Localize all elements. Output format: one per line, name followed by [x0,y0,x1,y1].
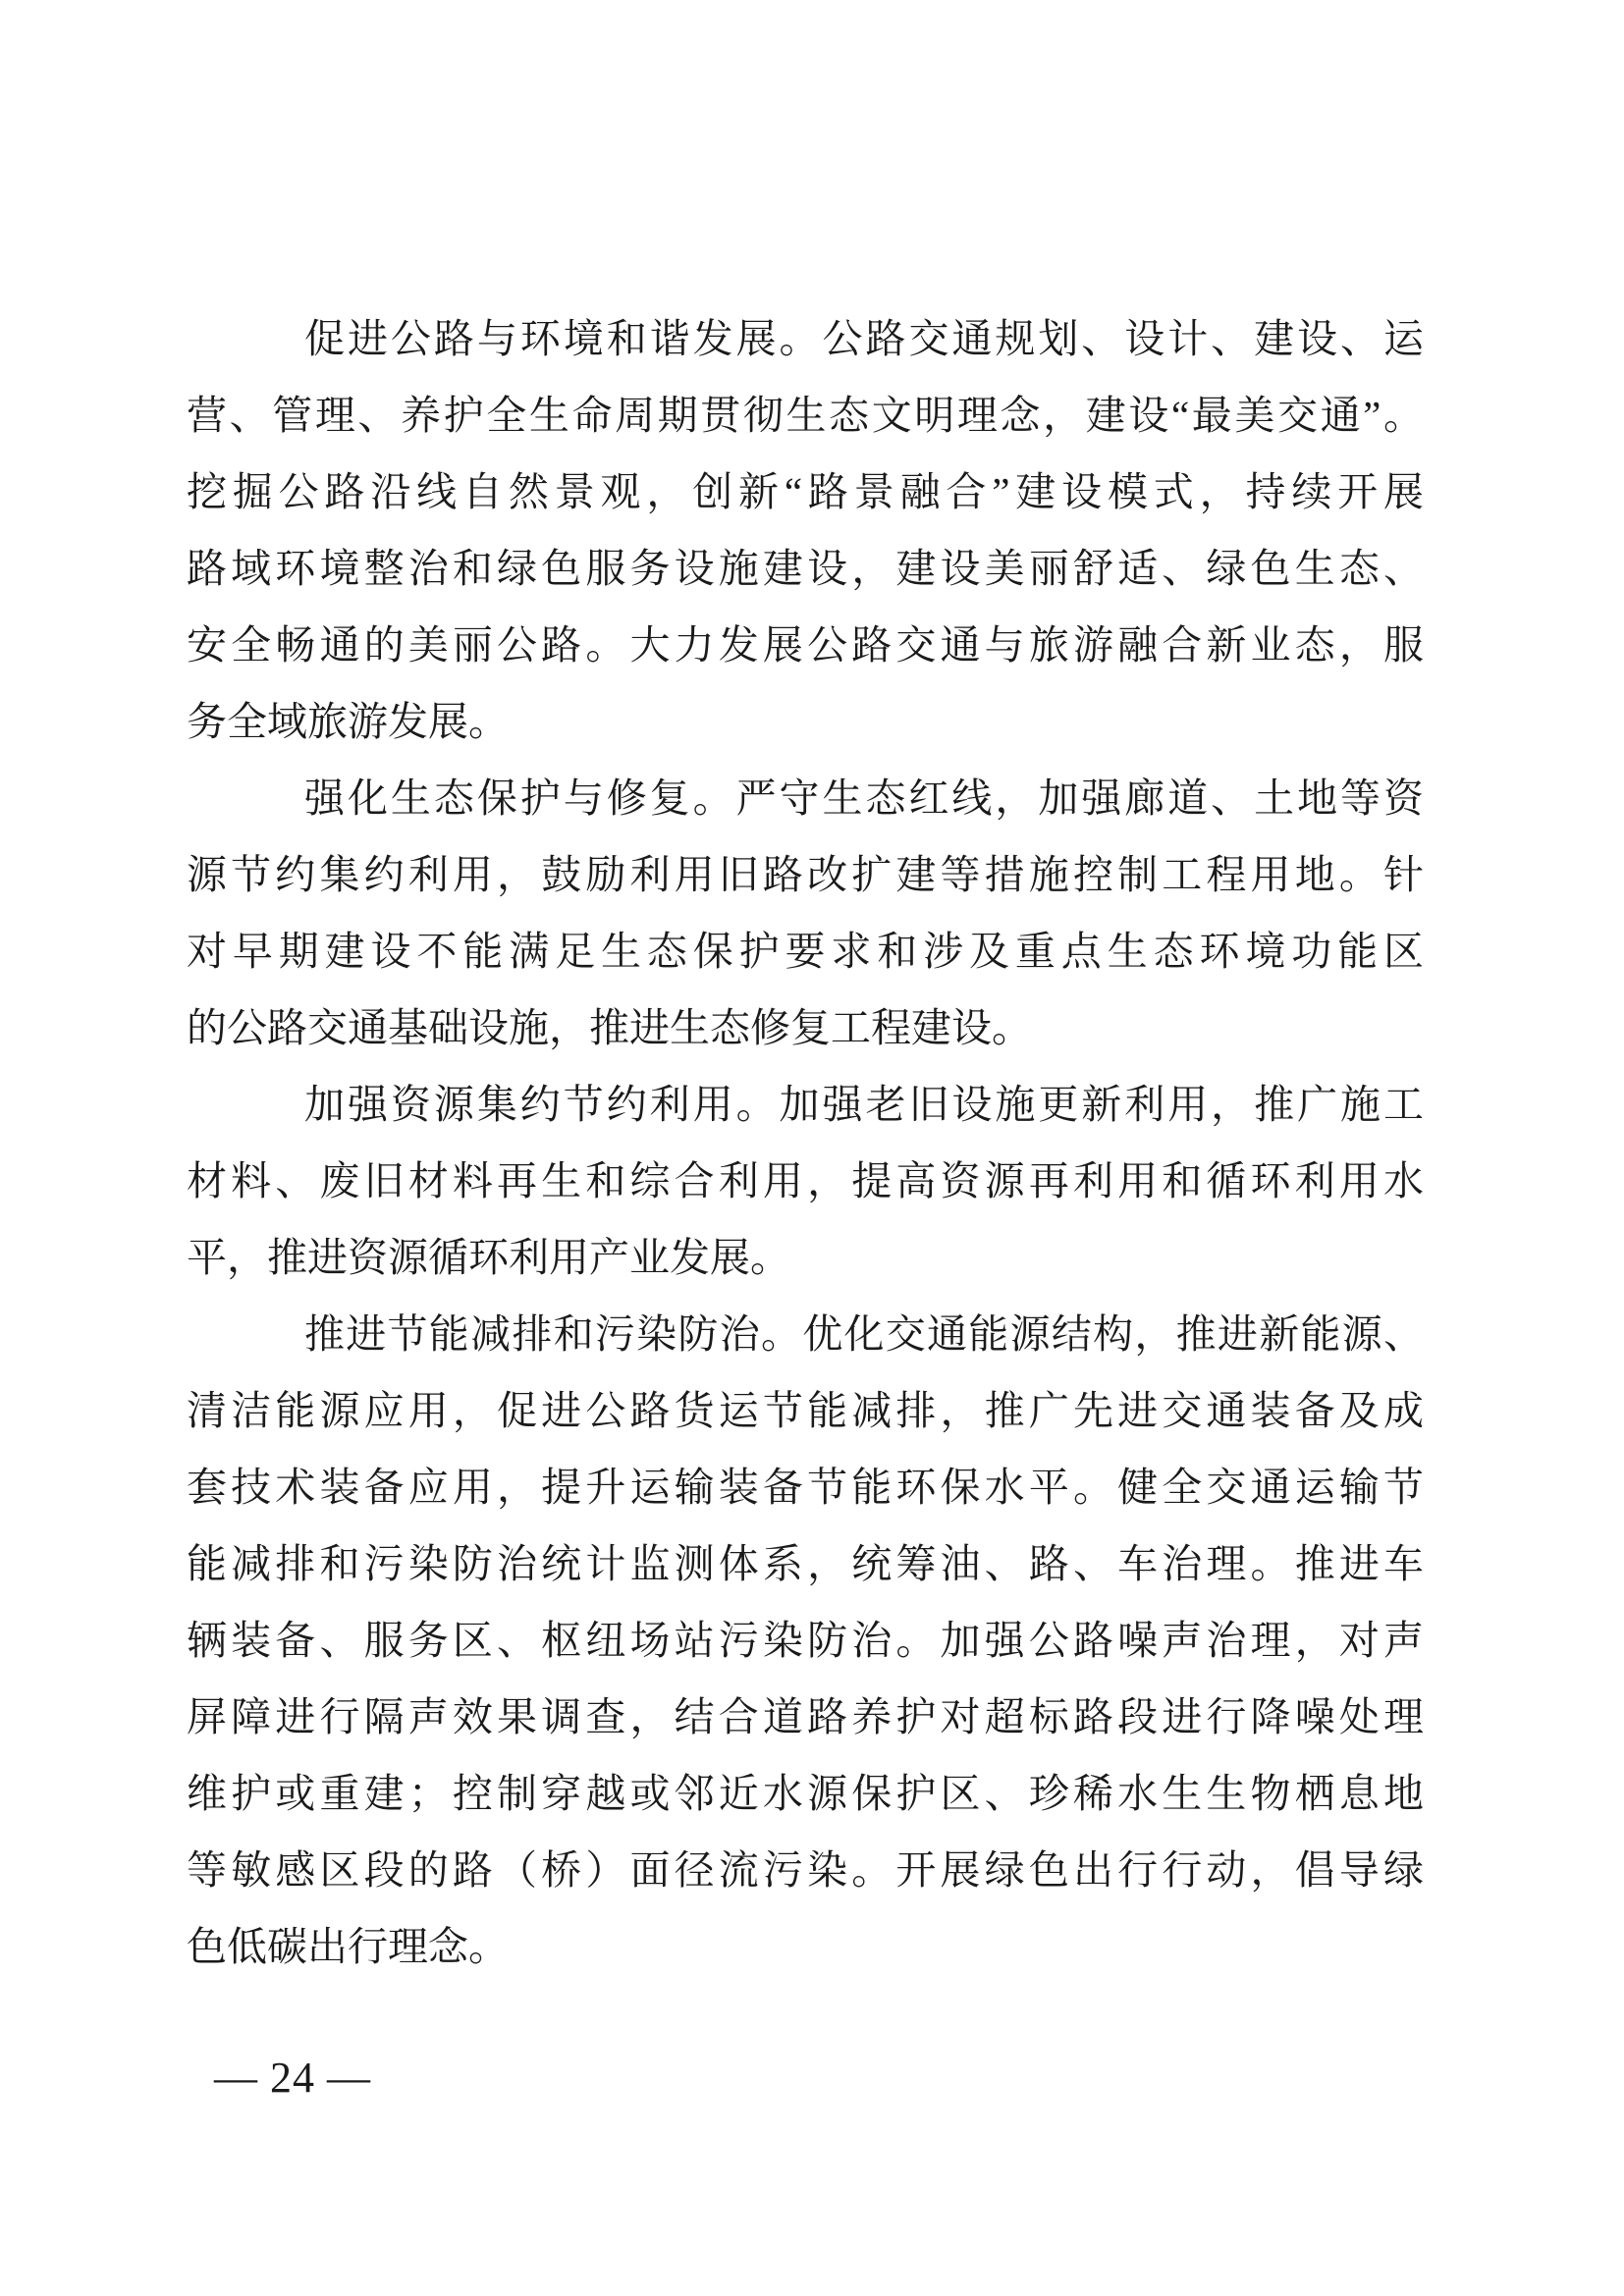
text-line: 屏障进行隔声效果调查，结合道路养护对超标路段进行降噪处理 [187,1694,1424,1739]
paragraph [187,760,1424,1066]
text-line: 挖掘公路沿线自然景观，创新“路景融合”建设模式，持续开展 [187,469,1424,514]
text-line: 促进公路与环境和谐发展。公路交通规划、设计、建设、运 [304,316,1424,361]
body-text [187,300,1424,1985]
text-line: 的公路交通基础设施，推进生态修复工程建设。 [187,1005,1032,1050]
text-line: 强化生态保护与修复。严守生态红线，加强廊道、土地等资 [304,775,1424,821]
text-line: 安全畅通的美丽公路。大力发展公路交通与旅游融合新业态，服 [187,622,1424,667]
paragraph [187,1066,1424,1296]
text-line: 能减排和污染防治统计监测体系，统筹油、路、车治理。推进车 [187,1541,1424,1586]
text-line: 套技术装备应用，提升运输装备节能环保水平。健全交通运输节 [187,1465,1424,1510]
text-line: 材料、废旧材料再生和综合利用，提高资源再利用和循环利用水 [187,1158,1424,1203]
paragraph [187,300,1424,760]
text-line: 务全域旅游发展。 [187,699,509,744]
paragraph [187,1296,1424,1985]
text-line: 辆装备、服务区、枢纽场站污染防治。加强公路噪声治理，对声 [187,1618,1424,1663]
page-number: — 24 — [214,2054,371,2102]
text-line: 色低碳出行理念。 [187,1924,509,1969]
text-line: 清洁能源应用，促进公路货运节能减排，推广先进交通装备及成 [187,1388,1424,1433]
text-line: 源节约集约利用，鼓励利用旧路改扩建等措施控制工程用地。针 [187,852,1424,897]
text-line: 等敏感区段的路（桥）面径流污染。开展绿色出行行动，倡导绿 [187,1847,1424,1893]
text-line: 营、管理、养护全生命周期贯彻生态文明理念，建设“最美交通”。 [187,393,1424,438]
text-line: 对早期建设不能满足生态保护要求和涉及重点生态环境功能区 [187,929,1424,974]
text-line: 推进节能减排和污染防治。优化交通能源结构，推进新能源、 [304,1311,1424,1357]
text-line: 加强资源集约节约利用。加强老旧设施更新利用，推广施工 [304,1082,1424,1127]
text-line: 维护或重建；控制穿越或邻近水源保护区、珍稀水生生物栖息地 [187,1771,1424,1816]
text-line: 路域环境整治和绿色服务设施建设，建设美丽舒适、绿色生态、 [187,546,1424,591]
text-line: 平，推进资源循环利用产业发展。 [187,1235,790,1280]
